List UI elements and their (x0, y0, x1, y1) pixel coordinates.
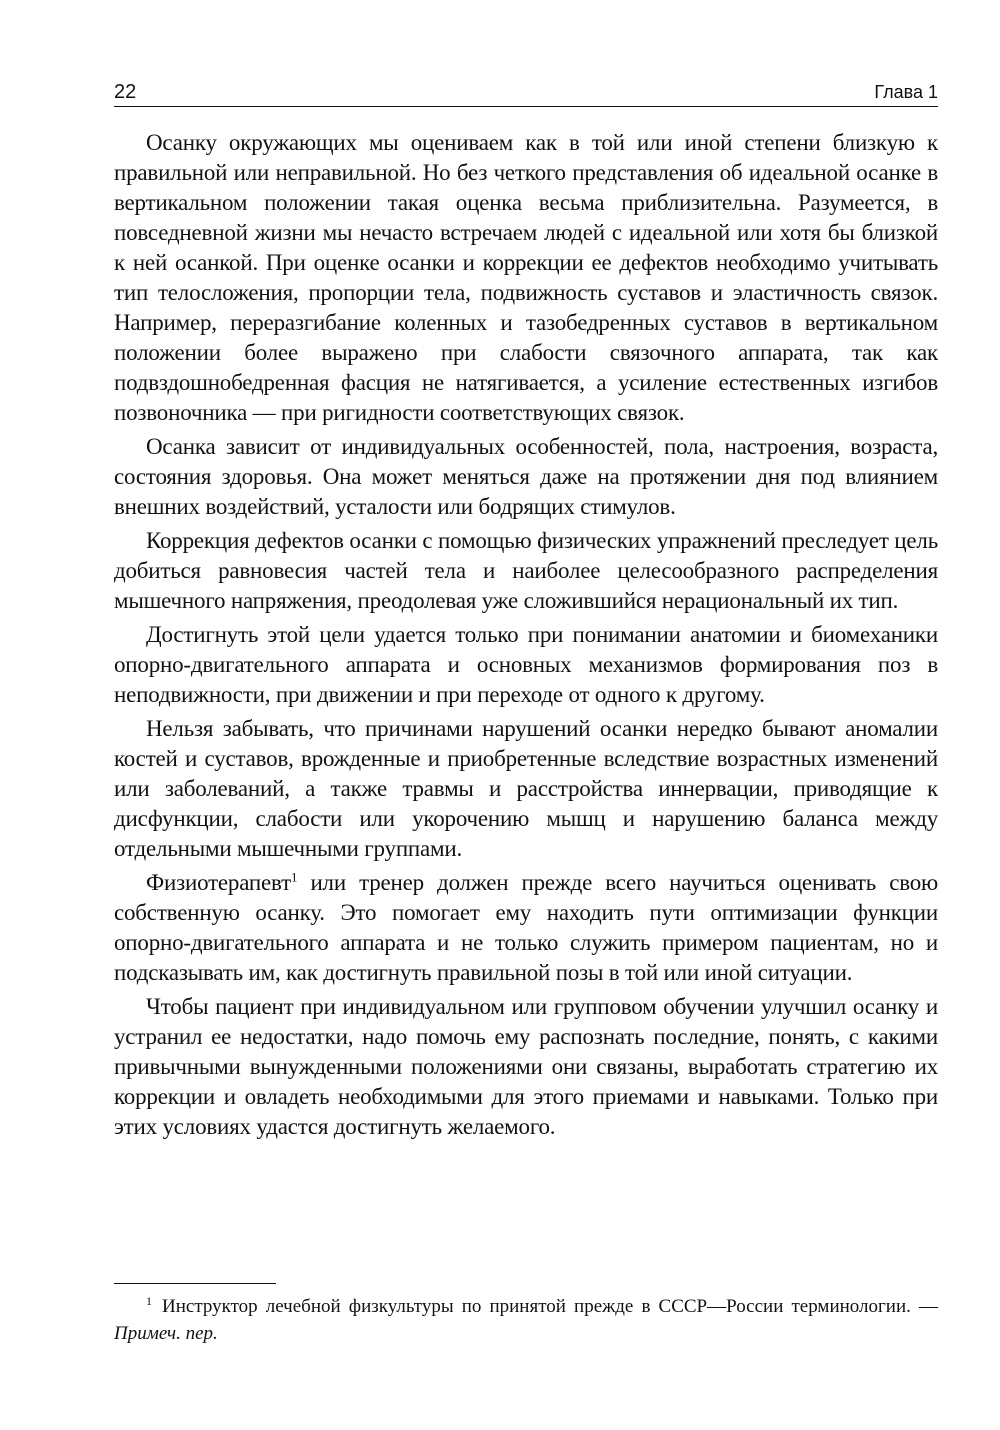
footnote-reference[interactable]: 1 (291, 869, 298, 885)
page-number: 22 (114, 81, 137, 103)
paragraph-goal: Достигнуть этой цели удается только при понимании анатомии и биомеханики опорно-двигательного аппарата и основных механизмов формирования поз в неподвижности, при движении и при переходе от одного к другому. (114, 622, 938, 707)
physio-rest: или тренер должен прежде всего научиться оценивать свою собственную осанку. Это помогает ему находить пути оптимизации функции опорно-двигательного аппарата и не только служить примером пациентам, но и подсказывать им, как достигнуть правильной позы в той или иной ситуации. (114, 870, 938, 985)
paragraph-posture-assessment: Осанку окружающих мы оцениваем как в той или иной степени близкую к правильной или неправильной. Но без четкого представления об идеальной осанке в вертикальном положении такая оценка весьма приблизительна. Разумеется, в повседневной жизни мы нечасто встречаем людей с идеальной или хотя бы близкой к ней осанкой. При оценке осанки и коррекции ее дефектов необходимо учитывать тип телосложения, пропорции тела, подвижность суставов и эластичность связок. Например, переразгибание коленных и тазобедренных суставов в вертикальном положении более выражено при слабости связочного аппарата, так как подвздошнобедренная фасция не натягивается, а усиление естественных изгибов позвоночника — при ригидности соответствующих связок. (114, 130, 938, 425)
paragraph-patient-training: Чтобы пациент при индивидуальном или групповом обучении улучшил осанку и устранил ее недостатки, надо помочь ему распознать последние, понять, с какими привычными вынужденными положениями они связаны, выработать стратегию их коррекции и овладеть необходимыми для этого приемами и навыками. Только при этих условиях удастся достигнуть желаемого. (114, 994, 938, 1139)
paragraph-posture-factors: Осанка зависит от индивидуальных особенностей, пола, настроения, возраста, состояния здоровья. Она может меняться даже на протяжении дня под влиянием внешних воздействий, усталости или бодрящих стимулов. (114, 434, 938, 519)
physio-lead: Физиотерапевт (146, 870, 291, 895)
footnote-text: Инструктор лечебной физкультуры по принятой прежде в СССР—России терминологии. — (162, 1296, 938, 1317)
body-text (114, 128, 938, 1146)
chapter-title: Глава 1 (874, 82, 938, 102)
footnote-divider (114, 1283, 276, 1284)
paragraph-causes: Нельзя забывать, что причинами нарушений осанки нередко бывают аномалии костей и суставов, врожденные и приобретенные вследствие возрастных изменений или заболеваний, а также травмы и расстройства иннервации, приводящие к дисфункции, слабости или укорочению мышц и нарушению баланса между отдельными мышечными группами. (114, 716, 938, 861)
paragraph-physiotherapist (114, 868, 938, 988)
footnote (114, 1293, 938, 1347)
running-head (114, 80, 938, 107)
footnote-translator-note: Примеч. пер. (114, 1323, 218, 1344)
paragraph-posture-correction: Коррекция дефектов осанки с помощью физических упражнений преследует цель добиться равновесия частей тела и наиболее целесообразного распределения мышечного напряжения, преодолевая уже сложившийся нерациональный их тип. (114, 528, 938, 613)
footnote-number: 1 (146, 1293, 152, 1308)
